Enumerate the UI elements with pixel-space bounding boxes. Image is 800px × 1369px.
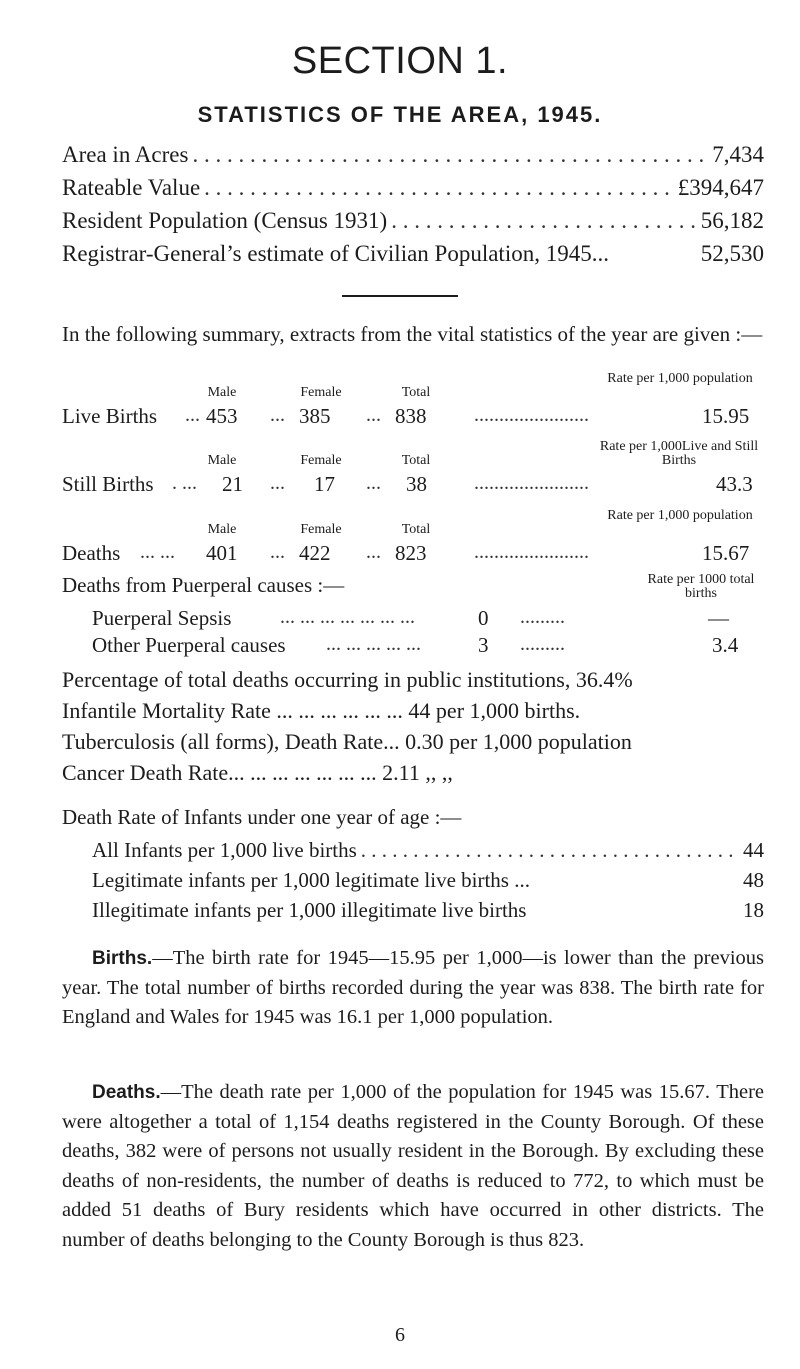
other-puerperal-rate: 3.4 — [712, 633, 739, 657]
other-puerperal-label: Other Puerperal causes — [92, 633, 286, 657]
still-births-label: Still Births — [62, 472, 154, 496]
infant-row — [92, 898, 764, 923]
deaths-rate: 15.67 — [702, 541, 750, 565]
puerperal-sepsis-count: 0 — [478, 606, 489, 630]
female-header: Female — [300, 453, 342, 468]
section-title: SECTION 1. — [291, 40, 509, 82]
deaths-text: —The death rate per 1,000 of the population for 1945 was 15.67. There were altogether a total of 1,154 deaths registered in the County Borough. Of these deaths, 382 were of persons not usually resident in the Borough. By excluding these deaths of non-residents, the number of deaths is reduced to 772, to which must be added 51 deaths of Bury residents which have occurred in other districts. The number of deaths belonging to the County Borough is thus 823. — [62, 1081, 764, 1251]
total-header: Total — [401, 385, 431, 400]
live-births-label: Live Births — [62, 404, 158, 428]
infant-heading: Death Rate of Infants under one year of age :— — [62, 805, 462, 829]
resident-label: Resident Population (Census 1931) — [62, 208, 388, 233]
deaths-paragraph — [62, 1078, 764, 1255]
births-paragraph — [62, 944, 764, 1033]
deaths-female: 422 — [299, 541, 331, 565]
births-text: —The birth rate for 1945—15.95 per 1,000—is lower than the previous year. The total number of births recorded during the year was 838. The birth rate for England and Wales for 1945 was 16.1 per 1,000 population. — [62, 947, 764, 1028]
rateable-label: Rateable Value — [62, 175, 201, 200]
tuberculosis-line: Tuberculosis (all forms), Death Rate... 0.30 per 1,000 population — [62, 729, 632, 754]
still-births-female: 17 — [314, 472, 335, 496]
estimate-label: Registrar-General’s estimate of Civilian Population, 1945... — [62, 241, 609, 266]
page-subtitle: STATISTICS OF THE AREA, 1945. — [197, 102, 603, 127]
area-row — [62, 142, 764, 168]
deaths-lead: Deaths. — [92, 1082, 161, 1103]
total-header: Total — [401, 453, 431, 468]
still-births-rate: 43.3 — [716, 472, 753, 496]
male-header: Male — [207, 385, 237, 400]
live-births-male: 453 — [206, 404, 238, 428]
live-births-total: 838 — [395, 404, 427, 428]
rateable-value-row — [62, 175, 764, 201]
infant-row-label: Legitimate infants per 1,000 legitimate live births ... — [92, 868, 530, 892]
live-births-rate-header: Rate per 1,000 population — [607, 371, 753, 386]
female-header: Female — [300, 522, 342, 537]
live-births-female: 385 — [299, 404, 331, 428]
deaths-total: 823 — [395, 541, 427, 565]
area-value: 7,434 — [712, 142, 764, 167]
estimate-value: 52,530 — [700, 241, 764, 266]
female-header: Female — [300, 385, 342, 400]
deaths-label: Deaths — [62, 541, 121, 565]
infant-row-label: Illegitimate infants per 1,000 illegitimate live births — [92, 898, 527, 922]
resident-value: 56,182 — [700, 208, 764, 233]
still-births-total: 38 — [406, 472, 427, 496]
puerperal-heading: Deaths from Puerperal causes :— — [62, 573, 345, 597]
infant-row-label: All Infants per 1,000 live births — [92, 838, 357, 862]
other-puerperal-count: 3 — [478, 633, 489, 657]
infant-row-value: 44 — [743, 838, 764, 862]
still-births-rate-header: Rate per 1,000Live and Still Births — [599, 439, 759, 468]
infant-row-value: 48 — [743, 868, 764, 892]
infant-row — [92, 868, 764, 893]
cancer-line: Cancer Death Rate... ... ... ... ... ... ... 2.11 ,, ,, — [62, 760, 453, 785]
area-label: Area in Acres — [62, 142, 189, 167]
puerperal-sepsis-rate: — — [708, 606, 729, 630]
intro-paragraph: In the following summary, extracts from the vital statistics of the year are given :— — [62, 322, 763, 346]
male-header: Male — [207, 522, 237, 537]
estimate-population-row — [62, 241, 764, 267]
infant-row-value: 18 — [743, 898, 764, 922]
still-births-male: 21 — [222, 472, 243, 496]
institution-deaths-line: Percentage of total deaths occurring in public institutions, 36.4% — [62, 667, 633, 692]
page-number: 6 — [395, 1324, 405, 1346]
rateable-value: £394,647 — [677, 175, 764, 200]
live-births-rate: 15.95 — [702, 404, 750, 428]
total-header: Total — [401, 522, 431, 537]
puerperal-sepsis-label: Puerperal Sepsis — [92, 606, 232, 630]
infantile-mortality-line: Infantile Mortality Rate ... ... ... ... ... ... 44 per 1,000 births. — [62, 698, 581, 723]
divider-rule — [342, 295, 458, 297]
infant-row — [92, 838, 764, 863]
male-header: Male — [207, 453, 237, 468]
deaths-rate-header: Rate per 1,000 population — [607, 508, 753, 523]
puerperal-rate-header: Rate per 1000 total births — [647, 572, 755, 601]
resident-population-row — [62, 208, 764, 234]
births-lead: Births. — [92, 948, 153, 969]
deaths-male: 401 — [206, 541, 238, 565]
